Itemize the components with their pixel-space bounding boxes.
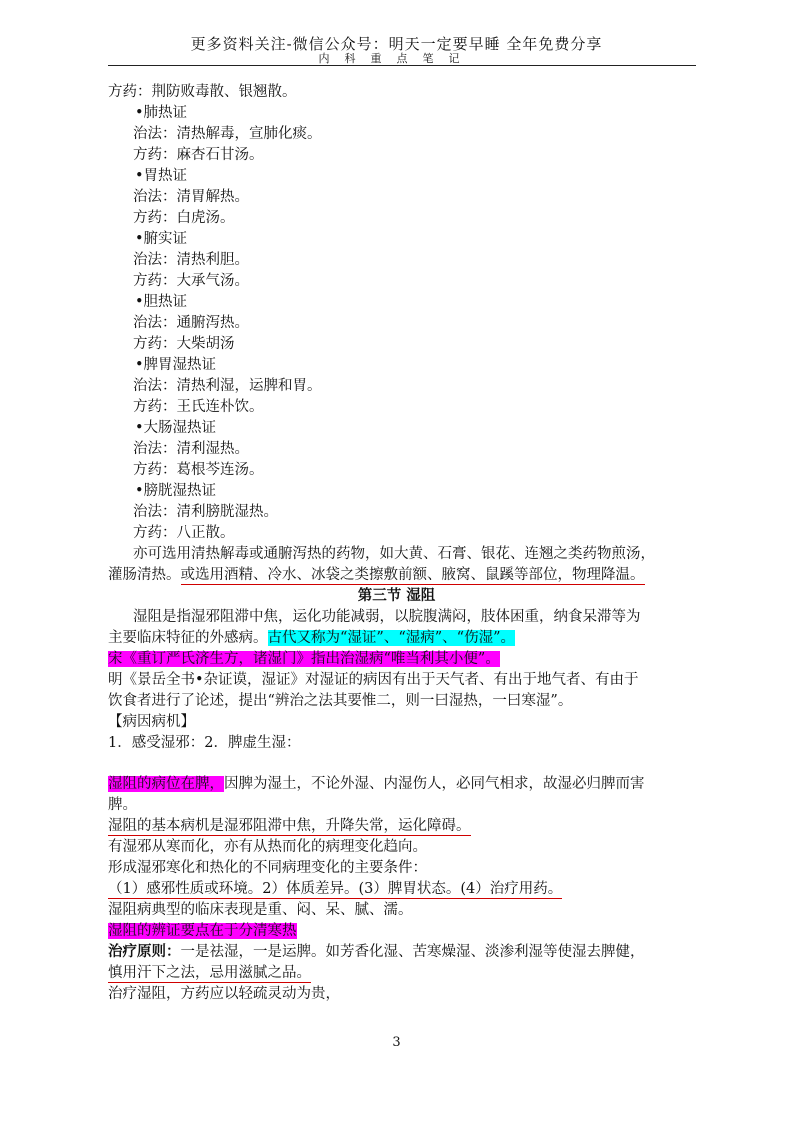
underlined-text: 慎用汗下之法，忌用滋腻之品。	[108, 965, 311, 981]
text-line	[108, 963, 311, 983]
section-bullet: •肺热证	[135, 105, 188, 121]
text-line: 方药：白虎汤。	[133, 210, 235, 226]
text-line: 治法：清胃解热。	[133, 189, 249, 205]
underlined-text: 或选用酒精、冷水、冰袋之类擦敷前额、腋窝、鼠蹊等部位，物理降温。	[180, 567, 645, 583]
text-line: 1．感受湿邪：2．脾虚生湿：	[108, 735, 301, 751]
text-line: 治法：清热解毒，宣肺化痰。	[133, 126, 322, 142]
page-number: 3	[392, 1035, 401, 1050]
bold-label: 治疗原则：	[108, 943, 181, 960]
text-line: 方药：荆防败毒散、银翘散。	[108, 84, 297, 100]
magenta-highlight: 湿阻的辨证要点在于分清寒热	[108, 923, 297, 939]
section-bullet: •胃热证	[135, 168, 188, 184]
underlined-text: 湿阻的基本病机是湿邪阻滞中焦，升降失常，运化障碍。	[108, 818, 471, 834]
section-bullet: •膀胱湿热证	[135, 483, 217, 499]
text-line: 治法：清利湿热。	[133, 441, 249, 457]
section-bullet: •脾胃湿热证	[135, 357, 217, 373]
subsection-heading: 【病因病机】	[108, 714, 195, 730]
section-heading: 第三节 湿阻	[357, 587, 436, 604]
cyan-highlight: 古代又称为“湿证”、“湿病”、“伤湿”。	[267, 630, 515, 646]
text-line: 方药：葛根芩连汤。	[133, 462, 264, 478]
text-line: 脾。	[108, 797, 137, 813]
header-title: 更多资料关注-微信公众号：明天一定要早睡 全年免费分享	[190, 35, 603, 53]
text-line: 方药：王氏连朴饮。	[133, 399, 264, 415]
header-subtitle: 内科重点笔记	[318, 52, 475, 65]
text-line: 湿阻病典型的临床表现是重、闷、呆、腻、濡。	[108, 902, 413, 918]
text-line: 形成湿邪寒化和热化的不同病理变化的主要条件：	[108, 860, 427, 876]
header-divider	[108, 65, 696, 66]
text-line	[108, 628, 515, 648]
section-bullet: •腑实证	[135, 231, 188, 247]
text-line	[108, 942, 645, 962]
text-line: 方药：大承气汤。	[133, 273, 249, 289]
section-bullet: •胆热证	[135, 294, 188, 310]
text-line: 方药：八正散。	[133, 525, 235, 541]
section-bullet: •大肠湿热证	[135, 420, 217, 436]
text-line: 方药：麻杏石甘汤。	[133, 147, 264, 163]
magenta-highlight: 宋《重订严氏济生方，诸湿门》指出治湿病“唯当利其小便”。	[108, 651, 500, 667]
text-line: 饮食者进行了论述，提出“辨治之法其要惟二，则一曰湿热，一曰寒湿”。	[108, 693, 573, 709]
text-line: 治法：清热利湿，运脾和胃。	[133, 378, 322, 394]
text-line: 有湿邪从寒而化，亦有从热而化的病理变化趋向。	[108, 839, 427, 855]
text-line	[108, 816, 471, 836]
text-line: 湿阻是指湿邪阻滞中焦，运化功能减弱，以脘腹满闷，肢体困重，纳食呆滞等为	[133, 609, 641, 625]
text-line: 治疗湿阻，方药应以轻疏灵动为贵，	[108, 986, 340, 1002]
text-fragment: 因脾为湿土，不论外湿、内湿伤人，必同气相求，故湿必归脾而害	[224, 776, 645, 792]
text-line: 治法：清热利胆。	[133, 252, 249, 268]
text-line	[108, 774, 645, 794]
text-fragment: 一是祛湿，一是运脾。如芳香化湿、苦寒燥湿、淡渗利湿等使湿去脾健，	[180, 944, 645, 960]
text-line: 治法：通腑泻热。	[133, 315, 249, 331]
text-fragment: 灌肠清热。	[108, 567, 181, 583]
text-line: 明《景岳全书•杂证谟，湿证》对湿证的病因有出于天气者、有出于地气者、有由于	[108, 672, 639, 688]
underlined-text: （1）感邪性质或环境。2）体质差异。(3）脾胃状态。(4）治疗用药。	[108, 881, 563, 897]
magenta-highlight: 湿阻的病位在脾，	[108, 776, 224, 792]
text-fragment: 主要临床特征的外感病。	[108, 630, 268, 646]
text-line: 方药：大柴胡汤	[133, 336, 235, 352]
text-line	[108, 879, 562, 899]
text-line: 亦可选用清热解毒或通腑泻热的药物，如大黄、石膏、银花、连翘之类药物煎汤，	[133, 546, 655, 562]
text-line	[108, 921, 297, 941]
text-line	[108, 565, 645, 585]
text-line: 治法：清利膀胱湿热。	[133, 504, 278, 520]
text-line	[108, 649, 500, 669]
